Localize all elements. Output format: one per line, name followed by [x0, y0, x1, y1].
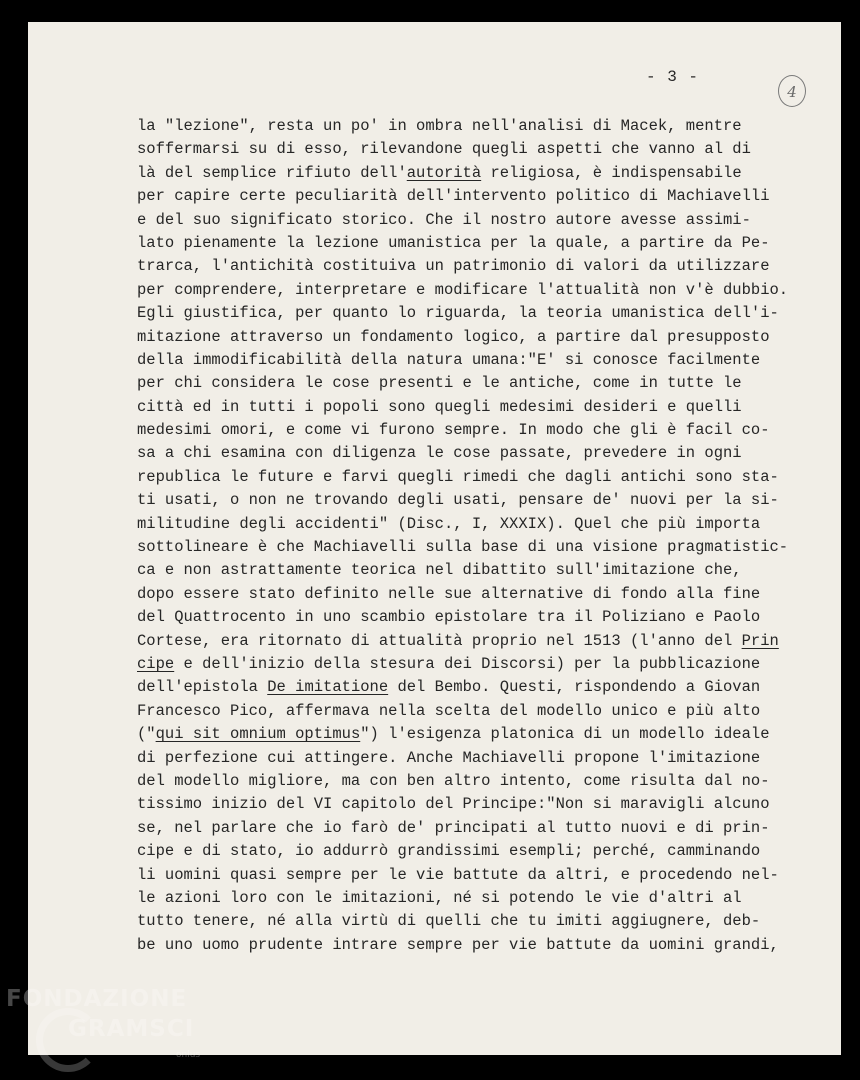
text-line: sottolineare è che Machiavelli sulla base di una visione pragmatistic-: [137, 538, 789, 557]
text-segment: del Bembo. Questi, rispondendo a Giovan: [388, 678, 761, 697]
text-line: per chi considera le cose presenti e le antiche, come in tutte le: [137, 374, 742, 393]
text-line: dopo essere stato definito nelle sue alternative di fondo alla fine: [137, 584, 761, 603]
text-line: soffermarsi su di esso, rilevandone quegli aspetti che vanno al di: [137, 140, 751, 159]
text-line: [137, 630, 837, 653]
text-line: be uno uomo prudente intrare sempre per vie battute da uomini grandi,: [137, 935, 779, 954]
handwritten-circled-page-note: 4: [778, 75, 806, 107]
underlined-text: cipe: [137, 654, 175, 673]
text-line: tissimo inizio del VI capitolo del Principe:"Non si maravigli alcuno: [137, 795, 770, 814]
text-line: [137, 723, 837, 746]
text-line: Francesco Pico, affermava nella scelta del modello unico e più alto: [137, 701, 761, 720]
text-line: del modello migliore, ma con ben altro intento, come risulta dal no-: [137, 771, 770, 790]
text-line: cipe e di stato, io addurrò grandissimi esempli; perché, camminando: [137, 842, 761, 861]
text-line: per capire certe peculiarità dell'intervento politico di Machiavelli: [137, 187, 770, 206]
text-line: trarca, l'antichità costituiva un patrimonio di valori da utilizzare: [137, 257, 770, 276]
text-line: [137, 676, 837, 699]
page-number: - 3 -: [646, 68, 700, 86]
text-line: tutto tenere, né alla virtù di quelli che tu imiti aggiugnere, deb-: [137, 912, 761, 931]
underlined-text: De imitatione: [267, 678, 389, 697]
watermark-line-2: GRAMSCI: [68, 1016, 195, 1042]
underlined-text: qui sit omnium optimus: [155, 725, 361, 744]
text-segment: (": [137, 725, 156, 744]
text-line: la "lezione", resta un po' in ombra nell'analisi di Macek, mentre: [137, 117, 742, 135]
text-line: le azioni loro con le imitazioni, né si potendo le vie d'altri al: [137, 888, 742, 907]
underlined-text: Prin: [741, 631, 779, 650]
typewritten-page: [28, 22, 841, 1055]
fondazione-gramsci-watermark: [6, 986, 226, 1076]
text-line: se, nel parlare che io farò de' principati al tutto nuovi e di prin-: [137, 818, 770, 837]
text-line: Egli giustifica, per quanto lo riguarda, la teoria umanistica dell'i-: [137, 304, 779, 323]
text-segment: ") l'esigenza platonica di un modello ideale: [360, 725, 770, 744]
text-segment: dell'epistola: [137, 678, 268, 697]
text-line: [137, 653, 837, 676]
text-line: [137, 162, 837, 185]
text-line: della immodificabilità della natura umana:"E' si conosce facilmente: [137, 350, 761, 369]
text-line: li uomini quasi sempre per le vie battute da altri, e procedendo nel-: [137, 865, 779, 884]
text-line: città ed in tutti i popoli sono quegli medesimi desideri e quelli: [137, 397, 742, 416]
text-segment: là del semplice rifiuto dell': [137, 163, 407, 182]
text-line: del Quattrocento in uno scambio epistolare tra il Poliziano e Paolo: [137, 608, 761, 627]
text-line: lato pienamente la lezione umanistica per la quale, a partire da Pe-: [137, 233, 770, 252]
underlined-text: autorità: [406, 163, 482, 182]
text-line: militudine degli accidenti" (Disc., I, XXXIX). Quel che più importa: [137, 514, 761, 533]
text-line: ti usati, o non ne trovando degli usati, pensare de' nuovi per la si-: [137, 491, 779, 510]
body-text: [137, 115, 837, 957]
text-line: e del suo significato storico. Che il nostro autore avesse assimi-: [137, 210, 751, 229]
text-line: di perfezione cui attingere. Anche Machiavelli propone l'imitazione: [137, 748, 761, 767]
text-line: ca e non astrattamente teorica nel dibattito sull'imitazione che,: [137, 561, 742, 580]
text-segment: religiosa, è indispensabile: [481, 163, 742, 182]
watermark-line-1: FONDAZIONE: [6, 986, 188, 1012]
text-line: medesimi omori, e come vi furono sempre. In modo che gli è facil co-: [137, 421, 770, 440]
text-line: per comprendere, interpretare e modificare l'attualità non v'è dubbio.: [137, 280, 789, 299]
text-line: mitazione attraverso un fondamento logico, a partire dal presupposto: [137, 327, 770, 346]
text-segment: e dell'inizio della stesura dei Discorsi) per la pubblicazione: [174, 654, 761, 673]
text-line: republica le future e farvi quegli rimedi che dagli antichi sono sta-: [137, 467, 779, 486]
watermark-line-3: onlus: [176, 1050, 201, 1060]
text-segment: Cortese, era ritornato di attualità proprio nel 1513 (l'anno del: [137, 631, 742, 650]
text-line: sa a chi esamina con diligenza le cose passate, prevedere in ogni: [137, 444, 742, 463]
